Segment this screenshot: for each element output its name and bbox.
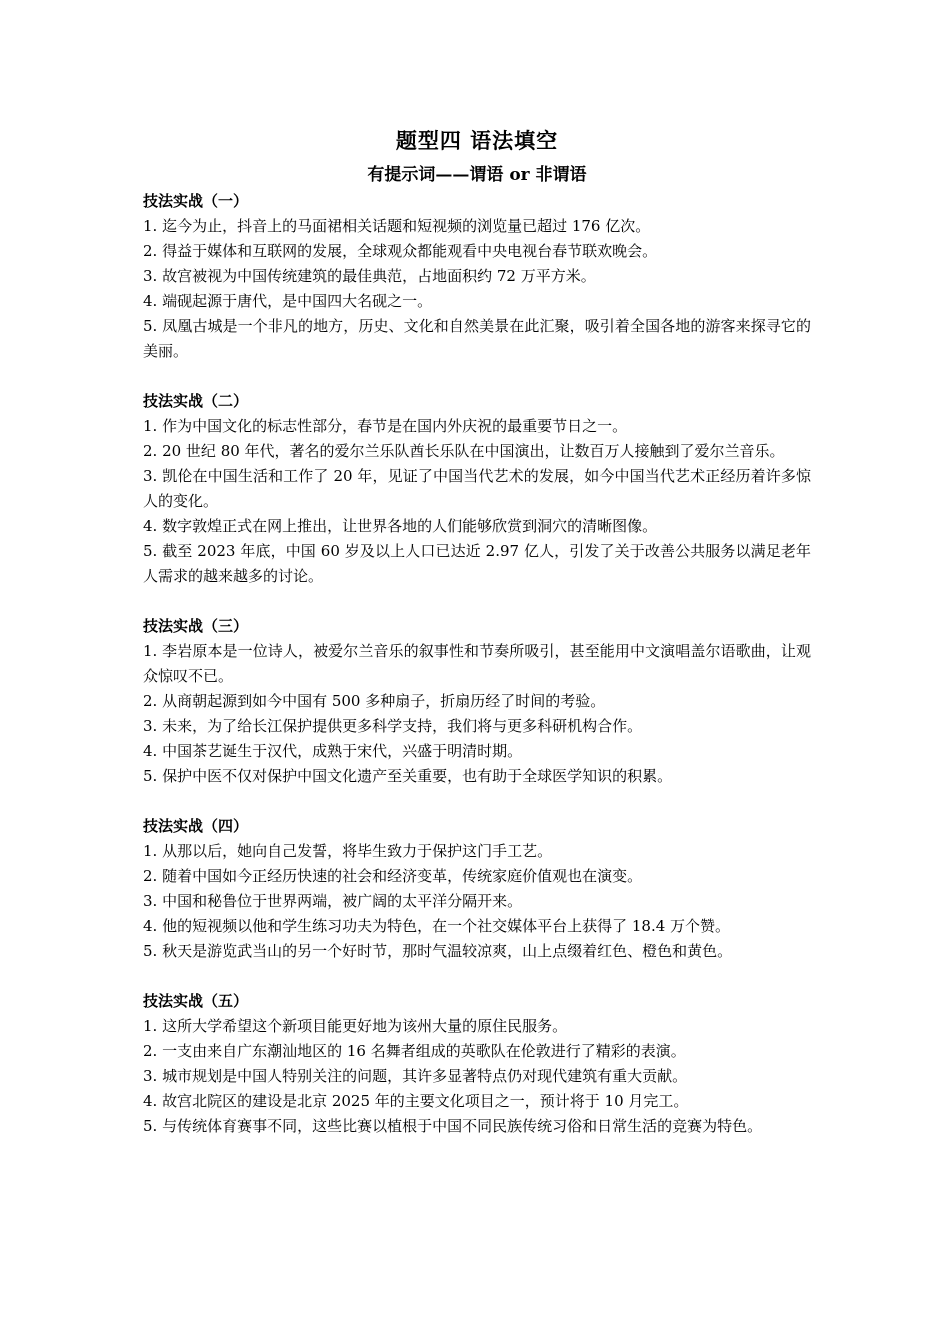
section-4 [143,814,811,964]
section-2 [143,389,811,589]
section-5 [143,989,811,1139]
list-item: 5. 截至 2023 年底，中国 60 岁及以上人口已达近 2.97 亿人，引发了关于改善公共服务以满足老年人需求的越来越多的讨论。 [143,542,811,585]
list-item: 2. 得益于媒体和互联网的发展，全球观众都能观看中央电视台春节联欢晚会。 [143,242,658,260]
list-item: 5. 秋天是游览武当山的另一个好时节，那时气温较凉爽，山上点缀着红色、橙色和黄色。 [143,942,733,960]
section-heading: 技法实战（一） [143,192,249,210]
list-item: 2. 从商朝起源到如今中国有 500 多种扇子，折扇历经了时间的考验。 [143,692,606,710]
section-heading: 技法实战（五） [143,992,249,1010]
list-item: 3. 中国和秘鲁位于世界两端，被广阔的太平洋分隔开来。 [143,892,523,910]
section-heading: 技法实战（三） [143,617,249,635]
list-item: 5. 凤凰古城是一个非凡的地方，历史、文化和自然美景在此汇聚，吸引着全国各地的游客来探寻它的美丽。 [143,317,811,360]
section-heading: 技法实战（二） [143,392,249,410]
section-heading: 技法实战（四） [143,817,249,835]
list-item: 3. 城市规划是中国人特别关注的问题，其许多显著特点仍对现代建筑有重大贡献。 [143,1067,688,1085]
list-item: 3. 故宫被视为中国传统建筑的最佳典范，占地面积约 72 万平方米。 [143,267,596,285]
list-item: 1. 这所大学希望这个新项目能更好地为该州大量的原住民服务。 [143,1017,568,1035]
list-item: 5. 保护中医不仅对保护中国文化遗产至关重要，也有助于全球医学知识的积累。 [143,767,673,785]
document-page [143,126,811,1139]
page-title: 题型四 语法填空 [395,128,559,153]
list-item: 2. 20 世纪 80 年代，著名的爱尔兰乐队酋长乐队在中国演出，让数百万人接触到了爱尔兰音乐。 [143,442,785,460]
section-1 [143,189,811,364]
list-item: 1. 作为中国文化的标志性部分，春节是在国内外庆祝的最重要节日之一。 [143,417,628,435]
list-item: 2. 一支由来自广东潮汕地区的 16 名舞者组成的英歌队在伦敦进行了精彩的表演。 [143,1042,686,1060]
section-3 [143,614,811,789]
list-item: 1. 李岩原本是一位诗人，被爱尔兰音乐的叙事性和节奏所吸引，甚至能用中文演唱盖尔语歌曲，让观众惊叹不已。 [143,642,811,685]
list-item: 3. 未来，为了给长江保护提供更多科学支持，我们将与更多科研机构合作。 [143,717,643,735]
list-item: 4. 中国茶艺诞生于汉代，成熟于宋代，兴盛于明清时期。 [143,742,523,760]
list-item: 5. 与传统体育赛事不同，这些比赛以植根于中国不同民族传统习俗和日常生活的竞赛为特色。 [143,1117,763,1135]
list-item: 4. 数字敦煌正式在网上推出，让世界各地的人们能够欣赏到洞穴的清晰图像。 [143,517,658,535]
list-item: 2. 随着中国如今正经历快速的社会和经济变革，传统家庭价值观也在演变。 [143,867,643,885]
list-item: 1. 迄今为止，抖音上的马面裙相关话题和短视频的浏览量已超过 176 亿次。 [143,217,651,235]
page-subtitle: 有提示词——谓语 or 非谓语 [367,165,587,185]
list-item: 3. 凯伦在中国生活和工作了 20 年，见证了中国当代艺术的发展，如今中国当代艺术正经历着许多惊人的变化。 [143,467,811,510]
list-item: 4. 故宫北院区的建设是北京 2025 年的主要文化项目之一，预计将于 10 月完工。 [143,1092,689,1110]
list-item: 4. 端砚起源于唐代，是中国四大名砚之一。 [143,292,433,310]
list-item: 4. 他的短视频以他和学生练习功夫为特色，在一个社交媒体平台上获得了 18.4 万个赞。 [143,917,731,935]
list-item: 1. 从那以后，她向自己发誓，将毕生致力于保护这门手工艺。 [143,842,553,860]
